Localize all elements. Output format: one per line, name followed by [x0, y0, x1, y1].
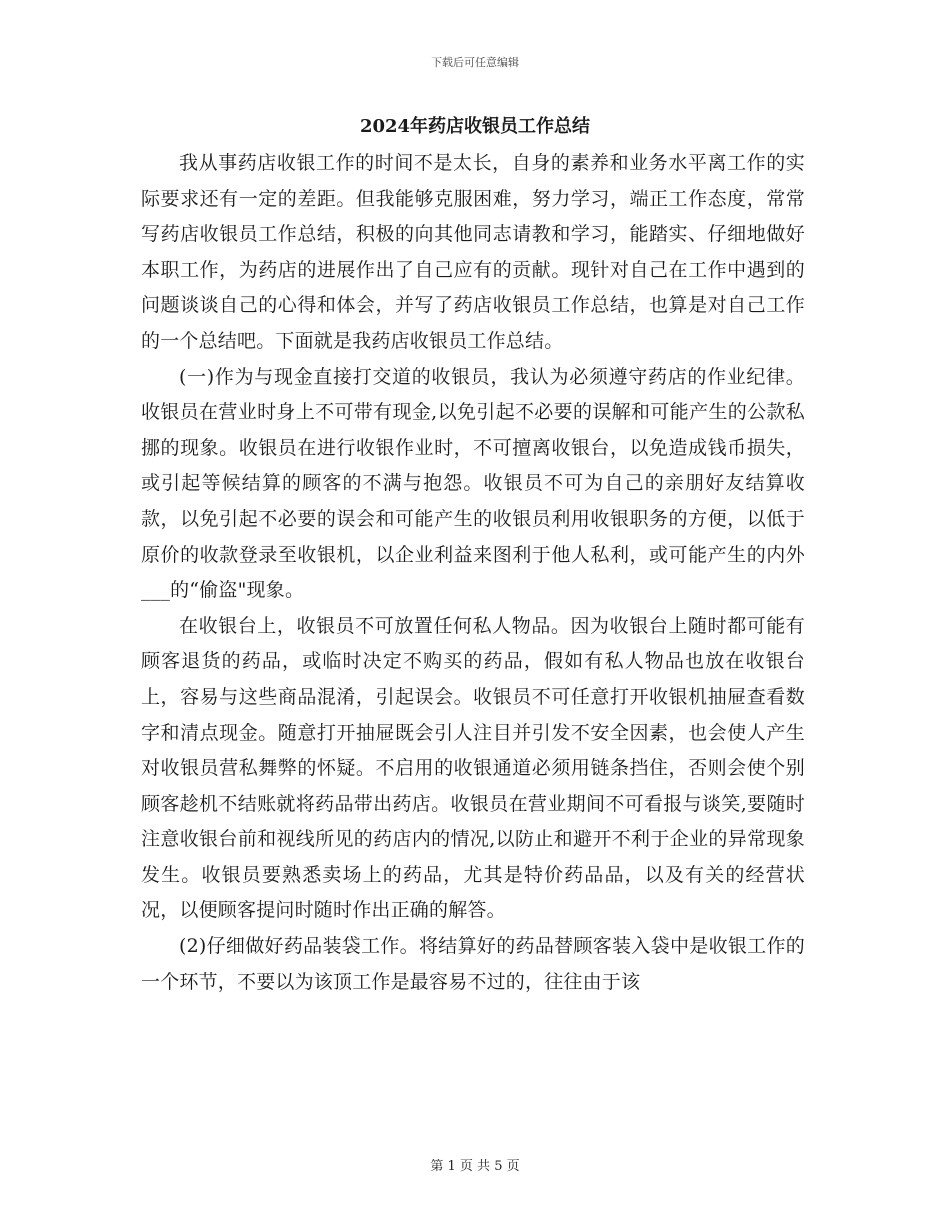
- header-note: 下载后可任意编辑: [431, 56, 519, 69]
- document-title: 2024年药店收银员工作总结: [359, 116, 591, 137]
- paragraph-section-1: (一)作为与现金直接打交道的收银员，我认为必须遵守药店的作业纪律。收银员在营业时身上不可带有现金,以免引起不必要的误解和可能产生的公款私挪的现象。收银员在进行收银作业时，不可擅离收银台，以免造成钱币损失，或引起等候结算的顾客的不满与抱怨。收银员不可为自己的亲朋好友结算收款，以免引起不必要的误会和可能产生的收银员利用收银职务的方便，以低于原价的收款登录至收银机，以企业利益来图利于他人私利，或可能产生的内外___的“偷盗"现象。: [141, 365, 805, 602]
- paragraph-cash-desk: 在收银台上，收银员不可放置任何私人物品。因为收银台上随时都可能有顾客退货的药品，或临时决定不购买的药品，假如有私人物品也放在收银台上，容易与这些商品混淆，引起误会。收银员不可任意打开收银机抽屉查看数字和清点现金。随意打开抽屉既会引人注目并引发不安全因素，也会使人产生对收银员营私舞弊的怀疑。不启用的收银通道必须用链条挡住，否则会使个别顾客趁机不结账就将药品带出药店。收银员在营业期间不可看报与谈笑,要随时注意收银台前和视线所见的药店内的情况,以防止和避开不利于企业的异常现象发生。收银员要熟悉卖场上的药品，尤其是特价药品品，以及有关的经营状况，以便顾客提问时随时作出正确的解答。: [141, 614, 805, 922]
- document-body: [141, 146, 805, 1000]
- page-number: 第 1 页 共 5 页: [430, 1159, 520, 1174]
- paragraph-section-2: (2)仔细做好药品装袋工作。将结算好的药品替顾客装入袋中是收银工作的一个环节，不要以为该顶工作是最容易不过的，往往由于该: [141, 935, 805, 993]
- paragraph-intro: 我从事药店收银工作的时间不是太长，自身的素养和业务水平离工作的实际要求还有一定的差距。但我能够克服困难，努力学习，端正工作态度，常常写药店收银员工作总结，积极的向其他同志请教和学习，能踏实、仔细地做好本职工作，为药店的进展作出了自己应有的贡献。现针对自己在工作中遇到的问题谈谈自己的心得和体会，并写了药店收银员工作总结，也算是对自己工作的一个总结吧。下面就是我药店收银员工作总结。: [141, 152, 805, 352]
